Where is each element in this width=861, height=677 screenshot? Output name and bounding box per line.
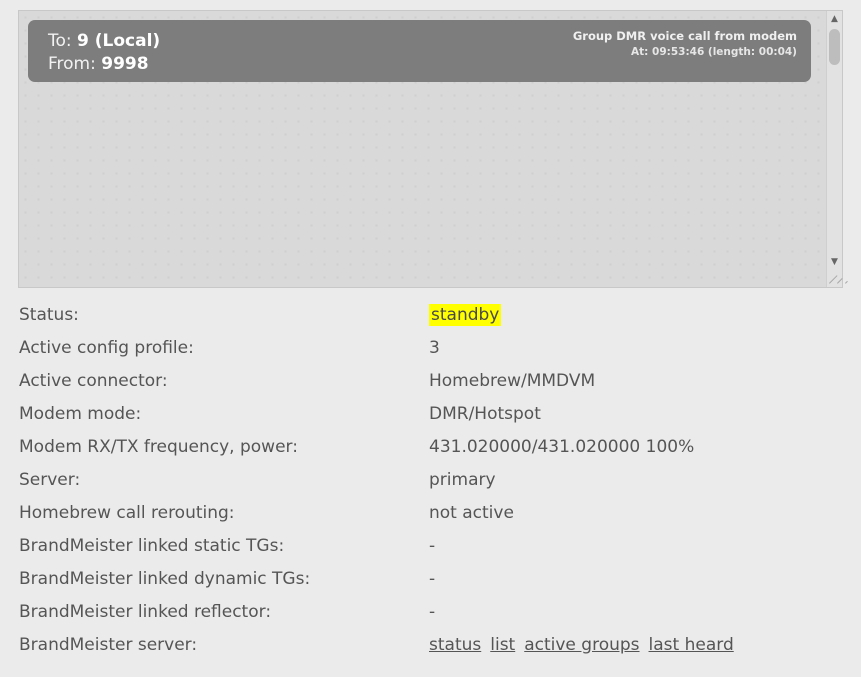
- scroll-up-icon[interactable]: ▲: [827, 11, 842, 27]
- call-entry[interactable]: [28, 20, 811, 82]
- link-active-groups[interactable]: active groups: [524, 634, 640, 655]
- status-label: Status:: [19, 304, 79, 325]
- active-connector-value: Homebrew/MMDVM: [429, 370, 596, 391]
- brandmeister-server-links: [429, 628, 843, 661]
- call-type-text: Group DMR voice call from modem: [572, 29, 797, 43]
- call-from-line: [48, 53, 160, 76]
- active-config-profile-label: Active config profile:: [19, 337, 194, 358]
- active-config-profile-value: 3: [429, 337, 440, 358]
- call-time-text: At: 09:53:46 (length: 00:04): [631, 46, 797, 58]
- link-status[interactable]: status: [429, 634, 482, 655]
- scroll-down-icon[interactable]: ▼: [827, 254, 842, 270]
- dynamic-tgs-value: -: [429, 568, 436, 589]
- table-row: [19, 331, 843, 364]
- dynamic-tgs-label: BrandMeister linked dynamic TGs:: [19, 568, 311, 589]
- active-connector-label: Active connector:: [19, 370, 168, 391]
- table-row: [19, 496, 843, 529]
- call-to-line: [48, 30, 160, 53]
- modem-frequency-label: Modem RX/TX frequency, power:: [19, 436, 298, 457]
- static-tgs-value: -: [429, 535, 436, 556]
- status-badge: standby: [431, 304, 500, 325]
- linked-reflector-value: -: [429, 601, 436, 622]
- call-to-value: 9 (Local): [77, 31, 161, 51]
- table-row: [19, 364, 843, 397]
- modem-mode-value: DMR/Hotspot: [429, 403, 541, 424]
- status-value-cell: [429, 298, 843, 331]
- table-row: [19, 628, 843, 661]
- modem-frequency-value: 431.020000/431.020000 100%: [429, 436, 695, 457]
- server-value: primary: [429, 469, 496, 490]
- homebrew-rerouting-label: Homebrew call rerouting:: [19, 502, 235, 523]
- server-label: Server:: [19, 469, 81, 490]
- link-list[interactable]: list: [490, 634, 516, 655]
- call-meta: [573, 28, 797, 60]
- call-from-label: From:: [48, 54, 96, 74]
- call-to-label: To:: [48, 31, 72, 51]
- table-row: [19, 463, 843, 496]
- table-row: [19, 430, 843, 463]
- call-endpoints: [48, 30, 160, 76]
- status-table-body: [19, 298, 843, 661]
- static-tgs-label: BrandMeister linked static TGs:: [19, 535, 285, 556]
- table-row: [19, 298, 843, 331]
- scrollbar-thumb[interactable]: [829, 29, 840, 65]
- call-log-panel: [18, 10, 843, 288]
- call-from-value: 9998: [101, 54, 149, 74]
- brandmeister-server-label: BrandMeister server:: [19, 634, 198, 655]
- resize-grip-icon[interactable]: [827, 272, 841, 286]
- status-table: [19, 298, 843, 661]
- table-row: [19, 529, 843, 562]
- table-row: [19, 595, 843, 628]
- log-scrollbar[interactable]: [826, 11, 842, 287]
- modem-mode-label: Modem mode:: [19, 403, 142, 424]
- table-row: [19, 397, 843, 430]
- table-row: [19, 562, 843, 595]
- link-last-heard[interactable]: last heard: [648, 634, 734, 655]
- linked-reflector-label: BrandMeister linked reflector:: [19, 601, 272, 622]
- homebrew-rerouting-value: not active: [429, 502, 514, 523]
